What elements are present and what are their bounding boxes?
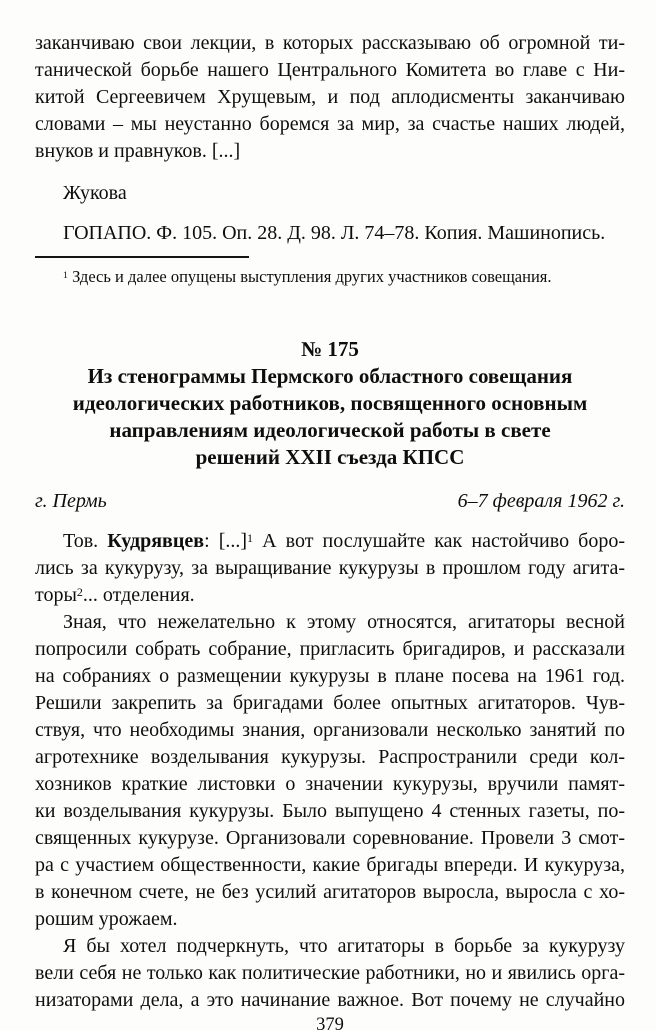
archive-reference: ГОПАПО. Ф. 105. Оп. 28. Д. 98. Л. 74–78. Копия. Машинопись. (63, 222, 606, 244)
footnote-ref-2: 2 (76, 584, 83, 599)
document-number: № 175 (301, 337, 359, 361)
footnote-ref-1: 1 (247, 530, 254, 545)
speech-paragraph (35, 528, 625, 609)
text-line: на собраниях о размещении кукурузы в плане посева на 1961 год. (35, 665, 625, 687)
speech-text: ... отделения. (82, 584, 195, 606)
document-title-line: решений XXII съезда КПСС (195, 445, 465, 469)
text-line: заканчиваю свои лекции, в которых рассказываю об огромной ти- (35, 32, 625, 54)
text-line: Решили закрепить за бригадами более опытных агитаторов. Чув- (35, 692, 625, 714)
text-line: в конечном счете, не без усилий агитаторов выросла, выросла с хо- (35, 881, 625, 903)
document-title (35, 363, 625, 471)
text-line: словами – мы неустанно боремся за мир, за счастье наших людей, (35, 113, 625, 135)
document-title-line: Из стенограммы Пермского областного совещания (87, 364, 573, 388)
date: 6–7 февраля 1962 г. (457, 490, 625, 512)
footnote-marker: 1 (63, 269, 68, 281)
signature: Жукова (63, 182, 127, 204)
text-line: Зная, что нежелательно к этому относятся, агитаторы весной (63, 611, 625, 633)
document-title-line: направлениям идеологической работы в свете (109, 418, 551, 442)
document-body (35, 528, 625, 1014)
text-line: внуков и правнуков. [...] (35, 140, 241, 162)
footnote (35, 265, 625, 288)
footnote-rule (35, 256, 249, 258)
text-line (35, 528, 625, 555)
document-title-line: идеологических работников, посвященного основным (72, 391, 588, 415)
text-line: агротехнике возделывания кукурузы. Распространили среди кол- (35, 746, 625, 768)
speaker-name: Кудрявцев (107, 530, 205, 552)
speech-text: А вот послушайте как настойчиво боро- (253, 530, 625, 552)
text-line: Я бы хотел подчеркнуть, что агитаторы в борьбе за кукурузу (63, 935, 625, 957)
paragraph-2 (35, 609, 625, 933)
text-line: хозников краткие листовки о значении кукурузы, вручили памят- (35, 773, 625, 795)
speech-omission: : [...] (204, 530, 248, 552)
dateline (35, 488, 625, 515)
text-line: вели себя не только как политические работники, но и явились орга- (35, 962, 625, 984)
footnote-text: Здесь и далее опущены выступления других участников совещания. (67, 267, 552, 286)
speech-prefix: Тов. (63, 530, 108, 552)
page-number: 379 (316, 1015, 344, 1030)
place: г. Пермь (35, 490, 107, 512)
continuation-paragraph (35, 30, 625, 165)
paragraph-3 (35, 933, 625, 1014)
text-line: ра с участием общественности, какие бригады впереди. И кукуруза, (35, 854, 625, 876)
text-line (35, 582, 625, 609)
text-line: ки возделывания кукурузы. Было выпущено 4 стенных газеты, по- (35, 800, 625, 822)
text-line: танической борьбе нашего Центрального Комитета во главе с Ни- (35, 59, 625, 81)
speech-text: торы (35, 584, 77, 606)
text-line: низаторами дела, а это начинание важное. Вот почему не случайно (35, 989, 625, 1011)
text-line: китой Сергеевичем Хрущевым, и под аплодисменты заканчиваю (35, 86, 625, 108)
text-line: ствуя, что необходимы знания, организовали несколько занятий по (35, 719, 625, 741)
text-line: священных кукурузе. Организовали соревнование. Провели 3 смот- (35, 827, 625, 849)
text-line: лись за кукурузу, за выращивание кукурузы в прошлом году агита- (35, 557, 625, 579)
text-line: рошим урожаем. (35, 908, 178, 930)
text-line: попросили собрать собрание, пригласить бригадиров, и рассказали (35, 638, 625, 660)
